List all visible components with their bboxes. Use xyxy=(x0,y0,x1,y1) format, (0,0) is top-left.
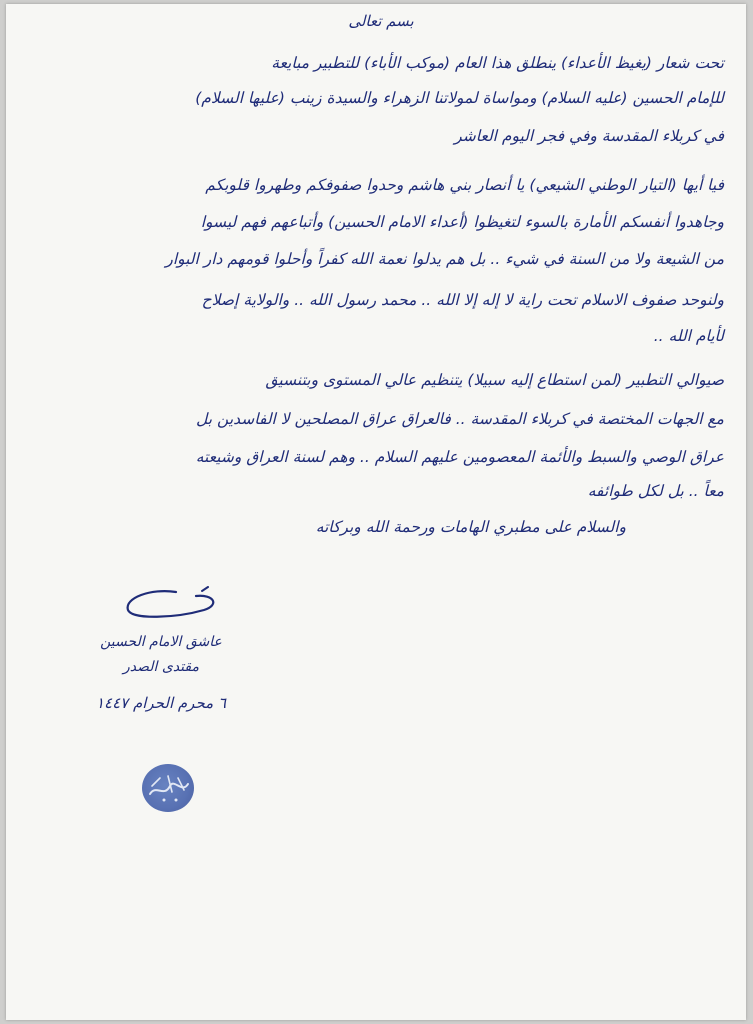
paragraph-1-line-2: للإمام الحسين (عليه السلام) ومواساة لمولاتنا الزهراء والسيدة زينب (عليها السلام) xyxy=(195,89,724,107)
paragraph-4-line-1: صيوالي التطبير (لمن استطاع إليه سبيلا) يتنظيم عالي المستوى وبتنسيق xyxy=(265,371,724,389)
paragraph-2-line-2: وجاهدوا أنفسكم الأمارة بالسوء لتغيظوا (أعداء الامام الحسين) وأتباعهم فهم ليسوا xyxy=(200,213,724,231)
paragraph-4-line-4: معاً .. بل لكل طوائفه xyxy=(587,482,724,500)
signature-name: مقتدى الصدر xyxy=(123,659,199,675)
paragraph-4-line-3: عراق الوصي والسبط والأئمة المعصومين عليهم السلام .. وهم لسنة العراق وشيعته xyxy=(195,448,724,466)
closing-line: والسلام على مطبري الهامات ورحمة الله وبركاته xyxy=(315,518,626,536)
paragraph-3-line-1: ولنوحد صفوف الاسلام تحت راية لا إله إلا الله .. محمد رسول الله .. والولاية إصلاح xyxy=(201,291,724,309)
signature-title: عاشق الامام الحسين xyxy=(100,634,222,650)
paragraph-4-line-2: مع الجهات المختصة في كربلاء المقدسة .. فالعراق عراق المصلحين لا الفاسدين بل xyxy=(196,410,724,428)
letter-heading: بسم تعالى xyxy=(348,12,414,30)
paragraph-1-line-3: في كربلاء المقدسة وفي فجر اليوم العاشر xyxy=(454,127,724,145)
seal-stamp xyxy=(142,764,194,812)
signature-date: ٦ محرم الحرام ١٤٤٧ xyxy=(95,694,227,712)
paragraph-2-line-3: من الشيعة ولا من السنة في شيء .. بل هم يدلوا نعمة الله كفراً وأحلوا قومهم دار البوار xyxy=(165,250,724,268)
paragraph-1-line-1: تحت شعار (يغيظ الأعداء) ينطلق هذا العام (موكب الأباء) للتطبير مبايعة xyxy=(271,54,724,72)
seal-calligraphy xyxy=(142,764,194,812)
paragraph-3-line-2: لأيام الله .. xyxy=(653,327,724,345)
paragraph-2-line-1: فيا أيها (التيار الوطني الشيعي) يا أنصار بني هاشم وحدوا صفوفكم وطهروا قلوبكم xyxy=(205,176,724,194)
letter-page xyxy=(6,4,746,1020)
signature-scribble xyxy=(116,586,226,626)
